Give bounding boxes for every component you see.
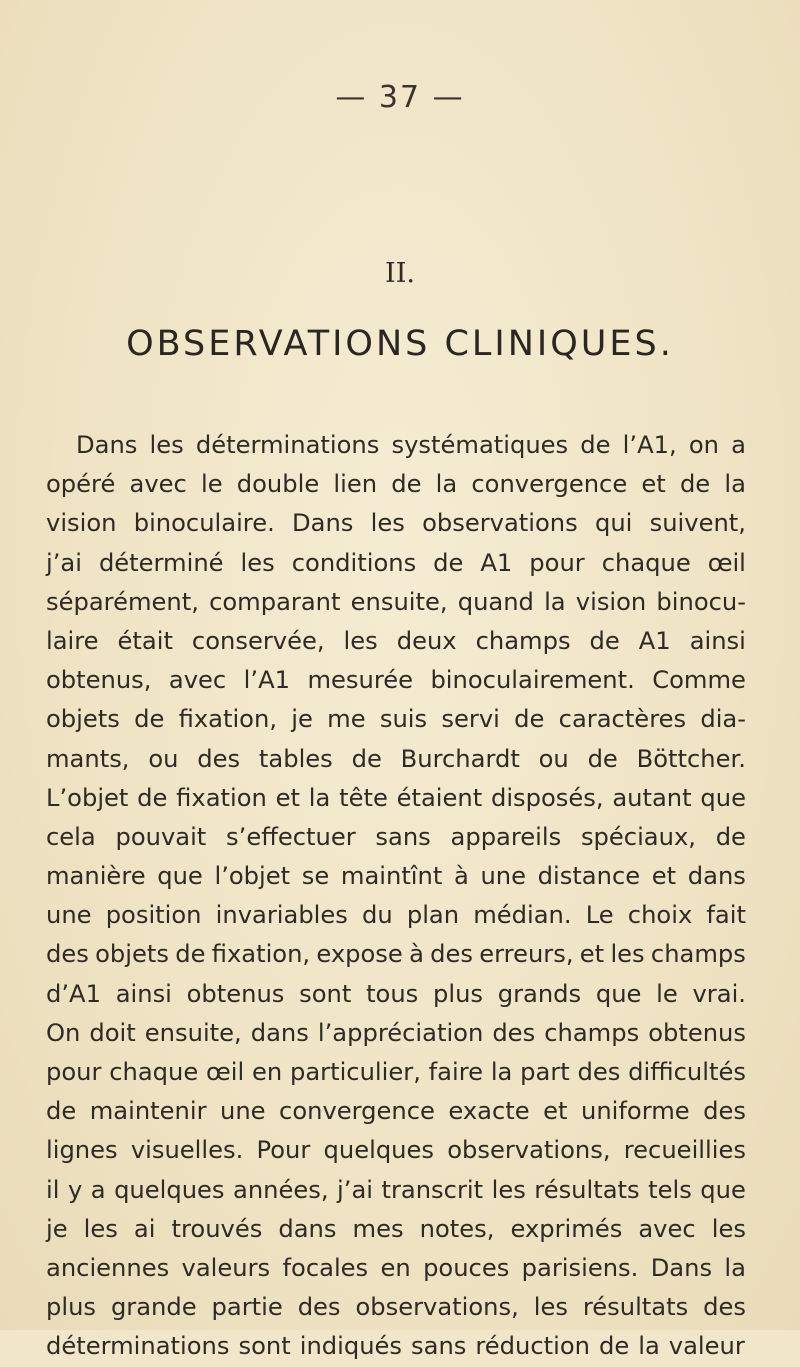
paragraph-line: L’objet de fixation et la tête étaient disposés, autant que xyxy=(46,783,746,812)
paragraph-line: je les ai trouvés dans mes notes, exprimés avec les xyxy=(46,1214,746,1243)
section-title: OBSERVATIONS CLINIQUES. xyxy=(126,324,674,364)
paragraph-line: opéré avec le double lien de la convergence et de la xyxy=(46,470,746,499)
paragraph-line: mants, ou des tables de Burchardt ou de Böttcher. xyxy=(46,744,746,773)
page-number: — 37 — xyxy=(335,80,465,115)
paragraph-line: déterminations sont indiqués sans réduction de la valeur xyxy=(46,1332,745,1361)
paragraph-line: objets de fixation, je me suis servi de caractères dia- xyxy=(46,705,746,734)
paragraph-line: On doit ensuite, dans l’appréciation des champs obtenus xyxy=(46,1018,746,1047)
paragraph-line: séparément, comparant ensuite, quand la vision binocu- xyxy=(46,587,746,616)
paragraph-line: j’ai déterminé les conditions de A1 pour chaque œil xyxy=(46,548,746,577)
paragraph-line: laire était conservée, les deux champs de A1 ainsi xyxy=(46,626,746,655)
paragraph-line: manière que l’objet se maintînt à une distance et dans xyxy=(46,862,746,891)
paragraph-line: obtenus, avec l’A1 mesurée binoculairement. Comme xyxy=(46,666,746,695)
paragraph-line: des objets de fixation, expose à des erreurs, et les champs xyxy=(46,940,746,969)
paragraph-line: cela pouvait s’effectuer sans appareils spéciaux, de xyxy=(46,822,746,851)
paragraph-line: d’A1 ainsi obtenus sont tous plus grands que le vrai. xyxy=(46,979,746,1008)
paragraph-line: Dans les déterminations systématiques de l’A1, on a xyxy=(76,431,746,459)
paragraph-line: il y a quelques années, j’ai transcrit les résultats tels que xyxy=(46,1175,746,1204)
paragraph-line: de maintenir une convergence exacte et uniforme des xyxy=(46,1097,746,1126)
paragraph-line: vision binoculaire. Dans les observations qui suivent, xyxy=(46,509,746,538)
paragraph-line: une position invariables du plan médian. Le choix fait xyxy=(46,901,746,930)
paragraph-line: pour chaque œil en particulier, faire la part des difficultés xyxy=(46,1058,746,1086)
paragraph-line: anciennes valeurs focales en pouces parisiens. Dans la xyxy=(46,1253,746,1282)
paragraph-line: plus grande partie des observations, les résultats des xyxy=(46,1293,746,1322)
paragraph-line: lignes visuelles. Pour quelques observations, recueillies xyxy=(46,1136,746,1165)
body-paragraph xyxy=(46,426,746,1367)
section-number: II. xyxy=(385,258,415,289)
